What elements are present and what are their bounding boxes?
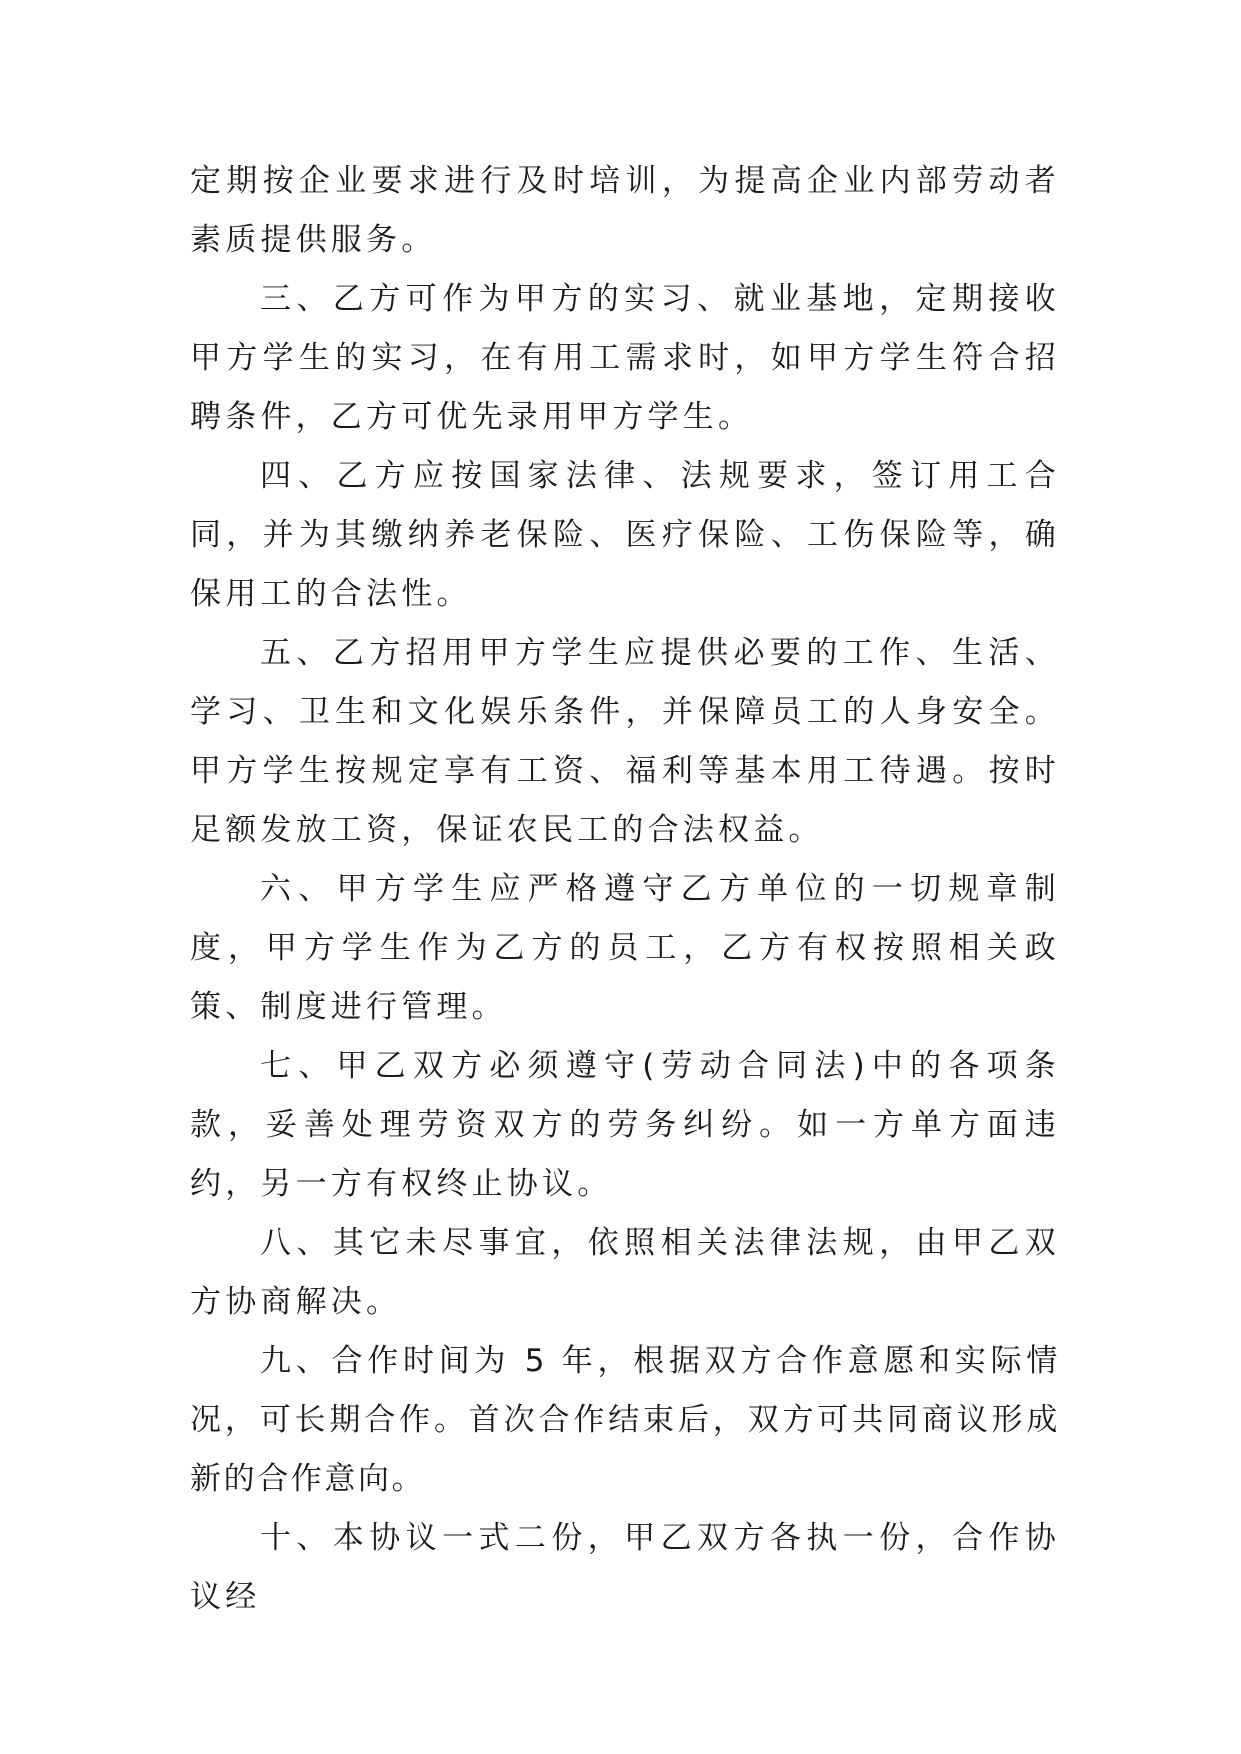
paragraph-clause-4: 四、乙方应按国家法律、法规要求，签订用工合同，并为其缴纳养老保险、医疗保险、工伤保险等，确保用工的合法性。	[190, 458, 1060, 612]
paragraph-clause-8: 八、其它未尽事宜，依照相关法律法规，由甲乙双方协商解决。	[190, 1225, 1060, 1320]
document-body	[190, 152, 1060, 1627]
paragraph-clause-5: 五、乙方招用甲方学生应提供必要的工作、生活、学习、卫生和文化娱乐条件，并保障员工的人身安全。甲方学生按规定享有工资、福利等基本用工待遇。按时足额发放工资，保证农民工的合法权益。	[190, 635, 1060, 848]
paragraph-continuation: 定期按企业要求进行及时培训，为提高企业内部劳动者素质提供服务。	[190, 163, 1060, 258]
paragraph-clause-6: 六、甲方学生应严格遵守乙方单位的一切规章制度，甲方学生作为乙方的员工，乙方有权按照相关政策、制度进行管理。	[190, 871, 1060, 1025]
paragraph-clause-9: 九、合作时间为 5 年，根据双方合作意愿和实际情况，可长期合作。首次合作结束后，双方可共同商议形成新的合作意向。	[190, 1343, 1060, 1497]
paragraph-clause-3: 三、乙方可作为甲方的实习、就业基地，定期接收甲方学生的实习，在有用工需求时，如甲方学生符合招聘条件，乙方可优先录用甲方学生。	[190, 281, 1060, 435]
paragraph-clause-7: 七、甲乙双方必须遵守(劳动合同法)中的各项条款，妥善处理劳资双方的劳务纠纷。如一方单方面违约，另一方有权终止协议。	[190, 1048, 1060, 1202]
paragraph-clause-10: 十、本协议一式二份，甲乙双方各执一份，合作协议经	[190, 1520, 1060, 1615]
